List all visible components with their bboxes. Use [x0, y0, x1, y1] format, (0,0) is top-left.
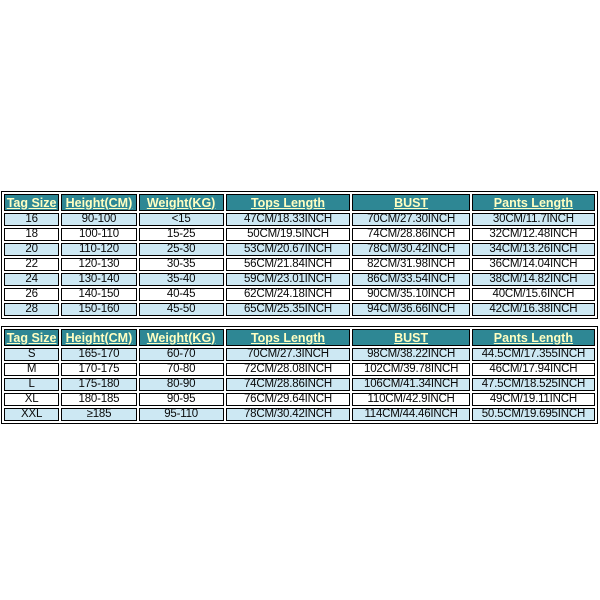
table-cell: 100-110	[61, 228, 137, 241]
table-cell: 65CM/25.35INCH	[226, 303, 351, 316]
table-cell: XXL	[4, 408, 59, 421]
header-cell: Pants Length	[472, 329, 595, 346]
table-cell: 53CM/20.67INCH	[226, 243, 351, 256]
table-cell: 62CM/24.18INCH	[226, 288, 351, 301]
table-cell: 90CM/35.10INCH	[352, 288, 469, 301]
table-cell: 82CM/31.98INCH	[352, 258, 469, 271]
header-cell: Height(CM)	[61, 194, 137, 211]
table-cell: 110CM/42.9INCH	[352, 393, 469, 406]
table-cell: 78CM/30.42INCH	[226, 408, 351, 421]
table-cell: 34CM/13.26INCH	[472, 243, 595, 256]
table-cell: 80-90	[139, 378, 224, 391]
table-cell: 70CM/27.30INCH	[352, 213, 469, 226]
table-cell: 44.5CM/17.355INCH	[472, 348, 595, 361]
table-row	[4, 363, 595, 376]
table-cell: 110-120	[61, 243, 137, 256]
table-cell: 90-95	[139, 393, 224, 406]
table-row	[4, 348, 595, 361]
table-cell: 25-30	[139, 243, 224, 256]
table-row	[4, 408, 595, 421]
table-cell: 30-35	[139, 258, 224, 271]
table-row	[4, 393, 595, 406]
table-cell: 30CM/11.7INCH	[472, 213, 595, 226]
table-cell: 74CM/28.86INCH	[226, 378, 351, 391]
table-row	[4, 378, 595, 391]
header-cell: Pants Length	[472, 194, 595, 211]
table-cell: 70CM/27.3INCH	[226, 348, 351, 361]
header-cell: Tag Size	[4, 194, 59, 211]
header-cell: BUST	[352, 329, 469, 346]
header-cell: Tag Size	[4, 329, 59, 346]
table-cell: 50.5CM/19.695INCH	[472, 408, 595, 421]
table-cell: 59CM/23.01INCH	[226, 273, 351, 286]
table-cell: ≥185	[61, 408, 137, 421]
table-cell: 50CM/19.5INCH	[226, 228, 351, 241]
header-cell: Tops Length	[226, 329, 351, 346]
header-cell: BUST	[352, 194, 469, 211]
table-cell: 26	[4, 288, 59, 301]
table-cell: 49CM/19.11INCH	[472, 393, 595, 406]
table-cell: 24	[4, 273, 59, 286]
table-cell: 45-50	[139, 303, 224, 316]
table-cell: 40-45	[139, 288, 224, 301]
table-cell: 98CM/38.22INCH	[352, 348, 469, 361]
header-cell: Tops Length	[226, 194, 351, 211]
table-cell: 22	[4, 258, 59, 271]
table-cell: L	[4, 378, 59, 391]
table-cell: 165-170	[61, 348, 137, 361]
header-cell: Weight(KG)	[139, 194, 224, 211]
table-cell: 74CM/28.86INCH	[352, 228, 469, 241]
table-row	[4, 228, 595, 241]
table-cell: 15-25	[139, 228, 224, 241]
kids-header-row	[4, 194, 595, 211]
table-cell: 95-110	[139, 408, 224, 421]
table-cell: 32CM/12.48INCH	[472, 228, 595, 241]
table-cell: 102CM/39.78INCH	[352, 363, 469, 376]
table-cell: 140-150	[61, 288, 137, 301]
table-cell: 35-40	[139, 273, 224, 286]
table-row	[4, 273, 595, 286]
table-cell: 56CM/21.84INCH	[226, 258, 351, 271]
table-cell: 150-160	[61, 303, 137, 316]
table-cell: 78CM/30.42INCH	[352, 243, 469, 256]
table-cell: 46CM/17.94INCH	[472, 363, 595, 376]
table-cell: 70-80	[139, 363, 224, 376]
table-row	[4, 258, 595, 271]
table-cell: 20	[4, 243, 59, 256]
table-cell: 170-175	[61, 363, 137, 376]
header-cell: Height(CM)	[61, 329, 137, 346]
table-cell: 47CM/18.33INCH	[226, 213, 351, 226]
table-row	[4, 288, 595, 301]
table-cell: 86CM/33.54INCH	[352, 273, 469, 286]
table-row	[4, 243, 595, 256]
table-cell: 94CM/36.66INCH	[352, 303, 469, 316]
table-cell: 47.5CM/18.525INCH	[472, 378, 595, 391]
table-cell: 40CM/15.6INCH	[472, 288, 595, 301]
header-cell: Weight(KG)	[139, 329, 224, 346]
table-cell: 106CM/41.34INCH	[352, 378, 469, 391]
table-cell: 18	[4, 228, 59, 241]
table-cell: S	[4, 348, 59, 361]
table-cell: 36CM/14.04INCH	[472, 258, 595, 271]
table-cell: <15	[139, 213, 224, 226]
table-cell: XL	[4, 393, 59, 406]
table-cell: 38CM/14.82INCH	[472, 273, 595, 286]
kids-size-chart-table	[1, 191, 598, 319]
table-cell: 76CM/29.64INCH	[226, 393, 351, 406]
table-cell: 28	[4, 303, 59, 316]
table-cell: M	[4, 363, 59, 376]
table-cell: 180-185	[61, 393, 137, 406]
adult-header-row	[4, 329, 595, 346]
table-row	[4, 213, 595, 226]
table-cell: 60-70	[139, 348, 224, 361]
table-cell: 120-130	[61, 258, 137, 271]
table-row	[4, 303, 595, 316]
adult-size-chart-table	[1, 326, 598, 424]
size-chart-container	[1, 191, 598, 424]
table-cell: 90-100	[61, 213, 137, 226]
table-cell: 114CM/44.46INCH	[352, 408, 469, 421]
table-cell: 175-180	[61, 378, 137, 391]
table-cell: 130-140	[61, 273, 137, 286]
table-cell: 42CM/16.38INCH	[472, 303, 595, 316]
table-cell: 72CM/28.08INCH	[226, 363, 351, 376]
table-cell: 16	[4, 213, 59, 226]
